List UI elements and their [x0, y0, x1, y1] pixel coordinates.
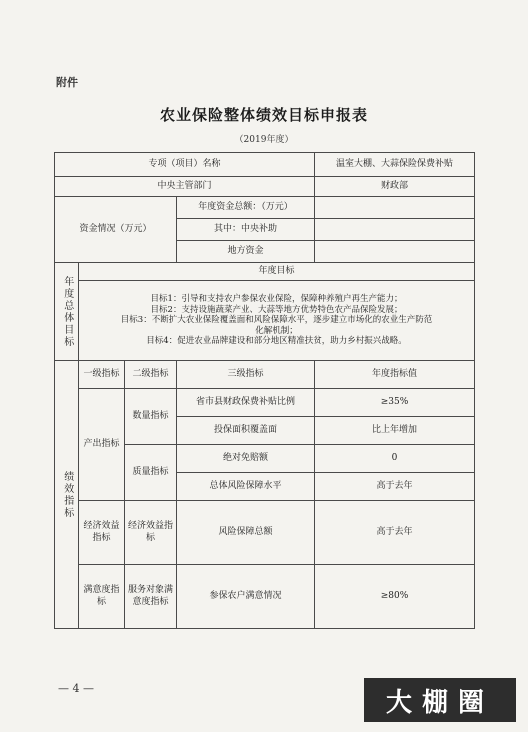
funds-total-value: [315, 197, 475, 219]
quantity-indicator-label: 数量指标: [125, 389, 177, 445]
indicator-value: 比上年增加: [315, 417, 475, 445]
attachment-label: 附件: [56, 76, 78, 89]
performance-side-label: 绩效指标: [55, 361, 79, 629]
value-header: 年度指标值: [315, 361, 475, 389]
page-number: — 4 —: [58, 682, 94, 695]
economic-sub-label: 经济效益指标: [125, 501, 177, 565]
funds-central-label: 其中：中央补助: [177, 219, 315, 241]
annual-goal-side-label: 年度总体目标: [55, 263, 79, 361]
goal-item: 化解机制；: [255, 325, 298, 336]
table-row: [55, 389, 475, 417]
level1-header: 一级指标: [79, 361, 125, 389]
goal-item: 目标4：促进农业品牌建设和部分地区精准扶贫，助力乡村振兴战略。: [146, 336, 407, 347]
department-value: 财政部: [315, 177, 475, 197]
quality-indicator-label: 质量指标: [125, 445, 177, 501]
project-value: 温室大棚、大蒜保险保费补贴: [315, 153, 475, 177]
watermark-logo: 大棚圈: [364, 678, 516, 722]
economic-indicator-label: 经济效益指标: [79, 501, 125, 565]
output-indicator-label: 产出指标: [79, 389, 125, 501]
funds-local-label: 地方资金: [177, 241, 315, 263]
project-row: [55, 153, 475, 177]
indicator-value: 高于去年: [315, 473, 475, 501]
level2-header: 二级指标: [125, 361, 177, 389]
funds-label: 资金情况（万元）: [55, 197, 177, 263]
goal-item: 目标1：引导和支持农户参保农业保险，保障种养殖户再生产能力；: [150, 293, 403, 304]
project-label: 专项（项目）名称: [55, 153, 315, 177]
satisfaction-indicator-label: 满意度指标: [79, 565, 125, 629]
funds-total-label: 年度资金总额：（万元）: [177, 197, 315, 219]
annual-goal-body-row: [55, 281, 475, 361]
level3-header: 三级指标: [177, 361, 315, 389]
indicator-value: 高于去年: [315, 501, 475, 565]
annual-goal-list: [79, 281, 475, 361]
department-label: 中央主管部门: [55, 177, 315, 197]
table-row: [55, 501, 475, 565]
satisfaction-sub-label: 服务对象满意度指标: [125, 565, 177, 629]
indicator-value: ≥80%: [315, 565, 475, 629]
indicator-name: 绝对免赔额: [177, 445, 315, 473]
indicator-name: 总体风险保障水平: [177, 473, 315, 501]
funds-local-value: [315, 241, 475, 263]
department-row: [55, 177, 475, 197]
indicator-name: 投保面积覆盖面: [177, 417, 315, 445]
indicator-value: ≥35%: [315, 389, 475, 417]
performance-header-row: [55, 361, 475, 389]
indicator-name: 风险保障总额: [177, 501, 315, 565]
annual-goal-header-row: [55, 263, 475, 281]
indicator-value: 0: [315, 445, 475, 473]
indicator-name: 参保农户满意情况: [177, 565, 315, 629]
table-row: [55, 565, 475, 629]
funds-total-row: [55, 197, 475, 219]
goal-item: 目标3：不断扩大农业保险覆盖面和风险保障水平，逐步建立市场化的农业生产防范: [120, 315, 433, 326]
annual-goal-header: 年度目标: [79, 263, 475, 281]
document-year: （2019年度）: [234, 135, 294, 145]
performance-target-table: [54, 152, 475, 629]
document-title: 农业保险整体绩效目标申报表: [159, 106, 368, 124]
funds-central-value: [315, 219, 475, 241]
goal-item: 目标2：支持设施蔬菜产业、大蒜等地方优势特色农产品保险发展；: [150, 304, 403, 315]
indicator-name: 省市县财政保费补贴比例: [177, 389, 315, 417]
